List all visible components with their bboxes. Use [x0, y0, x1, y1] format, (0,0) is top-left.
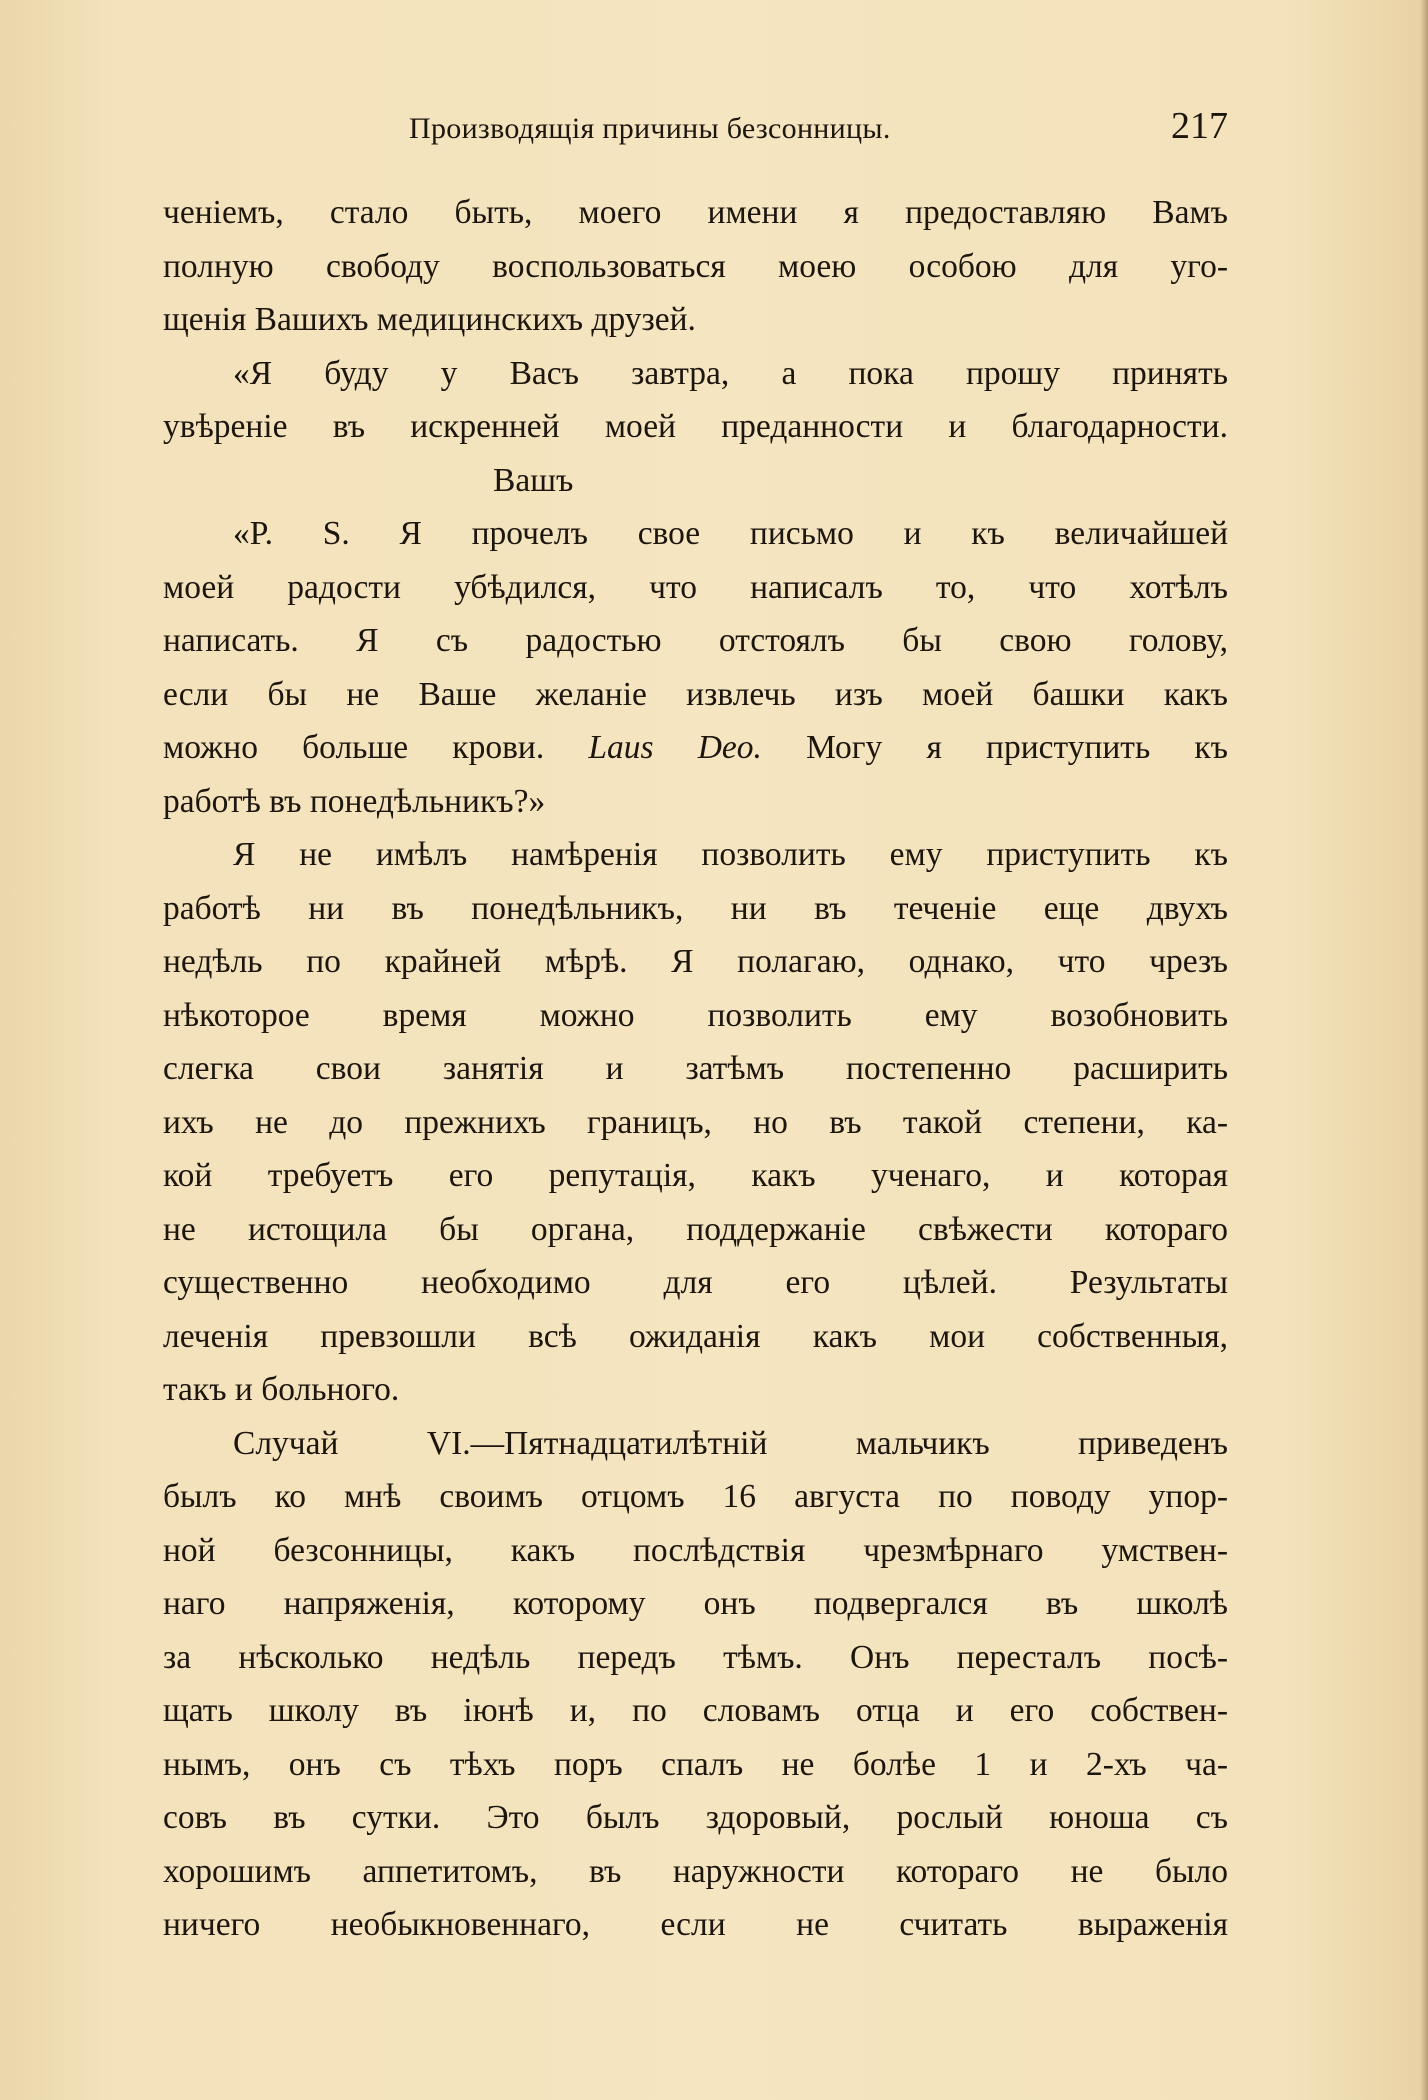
body-text [163, 186, 1228, 1952]
salutation-line: Вашъ [493, 461, 574, 499]
text-line: работѣ въ понедѣльникъ?» [163, 782, 546, 820]
text-line: хорошимъ аппетитомъ, въ наружности котораго не было [163, 1852, 1228, 1890]
text-line: существенно необходимо для его цѣлей. Результаты [163, 1264, 1228, 1301]
text-line: такъ и больного. [163, 1371, 400, 1408]
running-head [163, 104, 1228, 154]
text-line: совъ въ сутки. Это былъ здоровый, рослый юноша съ [163, 1799, 1228, 1836]
text-line [163, 721, 1228, 775]
text-line: ничего необыкновеннаго, если не считать выраженія [163, 1906, 1228, 1943]
text-line: за нѣсколько недѣль передъ тѣмъ. Онъ пересталъ посѣ- [163, 1638, 1228, 1676]
text-line: Случай VI.—Пятнадцатилѣтній мальчикъ приведенъ [233, 1424, 1228, 1462]
page-number: 217 [1171, 105, 1228, 147]
text-line: слегка свои занятія и затѣмъ постепенно расширить [163, 1050, 1228, 1087]
text-line: кой требуетъ его репутація, какъ ученаго, и которая [163, 1157, 1228, 1194]
text-line: ихъ не до прежнихъ границъ, но въ такой степени, ка- [163, 1103, 1228, 1141]
text-line: нѣкоторое время можно позволить ему возобновить [163, 996, 1228, 1034]
running-title: Производящія причины безсонницы. [409, 112, 891, 145]
text-line: моей радости убѣдился, что написалъ то, что хотѣлъ [163, 568, 1228, 606]
text-line: ченіемъ, стало быть, моего имени я предоставляю Вамъ [163, 194, 1228, 231]
text-line: работѣ ни въ понедѣльникъ, ни въ теченіе еще двухъ [163, 889, 1228, 927]
text-line: увѣреніе въ искренней моей преданности и благодарности. [163, 408, 1228, 445]
text-line: «P. S. Я прочелъ свое письмо и къ величайшей [233, 515, 1228, 552]
text-line: наго напряженія, которому онъ подвергался въ школѣ [163, 1585, 1228, 1622]
text-line: ной безсонницы, какъ послѣдствія чрезмѣрнаго умствен- [163, 1531, 1228, 1569]
latin-phrase: Laus Deo. [588, 729, 762, 766]
text-segment: Могу я приступить къ [761, 729, 1228, 766]
text-line: полную свободу воспользоваться моею особою для уго- [163, 247, 1228, 285]
text-line: Я не имѣлъ намѣренія позволить ему приступить къ [233, 836, 1228, 873]
text-segment: можно больше крови. [163, 729, 589, 766]
text-line: недѣль по крайней мѣрѣ. Я полагаю, однако, что чрезъ [163, 943, 1228, 980]
text-line: леченія превзошли всѣ ожиданія какъ мои собственныя, [163, 1317, 1228, 1355]
text-line: «Я буду у Васъ завтра, а пока прошу принять [233, 354, 1228, 392]
text-line: щенія Вашихъ медицинскихъ друзей. [163, 301, 696, 338]
text-line: написать. Я съ радостью отстоялъ бы свою голову, [163, 622, 1228, 659]
text-line: если бы не Ваше желаніе извлечь изъ моей башки какъ [163, 675, 1228, 713]
text-line: былъ ко мнѣ своимъ отцомъ 16 августа по поводу упор- [163, 1478, 1228, 1515]
text-line: щать школу въ іюнѣ и, по словамъ отца и его собствен- [163, 1692, 1228, 1729]
text-line: нымъ, онъ съ тѣхъ поръ спалъ не болѣе 1 и 2-хъ ча- [163, 1745, 1228, 1783]
text-line: не истощила бы органа, поддержаніе свѣжести котораго [163, 1210, 1228, 1248]
